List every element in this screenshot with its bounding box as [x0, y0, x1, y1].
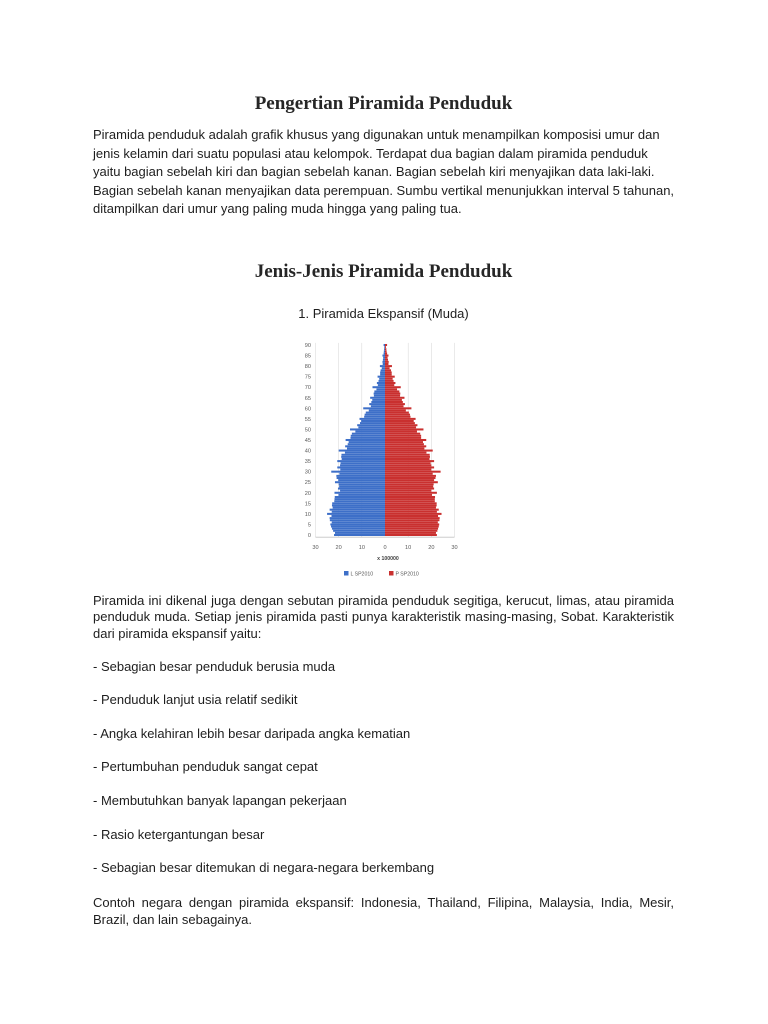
bar-l-sp2010-age-70 — [372, 386, 385, 388]
bar-p-sp2010-age-63 — [385, 401, 403, 403]
bar-p-sp2010-age-1 — [385, 532, 436, 534]
paragraph-line: penduduk muda. Setiap jenis piramida pasti punya karakteristik masing-masing, Sobat. Karakteristik — [93, 609, 674, 625]
paragraph-line: ditampilkan dari umur yang paling muda hingga yang paling tua. — [93, 201, 462, 216]
y-tick-label: 65 — [304, 395, 311, 402]
y-tick-label: 60 — [304, 406, 311, 413]
bar-l-sp2010-age-18 — [335, 496, 385, 498]
list-item: - Penduduk lanjut usia relatif sedikit — [93, 692, 298, 708]
y-tick-label: 10 — [304, 511, 311, 518]
bar-p-sp2010-age-13 — [385, 507, 436, 509]
bar-l-sp2010-age-21 — [340, 490, 385, 492]
bar-l-sp2010-age-19 — [338, 494, 385, 496]
bar-l-sp2010-age-84 — [383, 357, 385, 359]
bar-l-sp2010-age-23 — [339, 485, 385, 487]
bar-p-sp2010-age-14 — [385, 504, 437, 506]
bar-p-sp2010-age-28 — [385, 475, 436, 477]
bar-l-sp2010-age-69 — [376, 388, 385, 390]
y-tick-label: 20 — [304, 490, 311, 497]
bar-l-sp2010-age-25 — [335, 481, 385, 483]
bar-p-sp2010-age-73 — [385, 380, 394, 382]
bar-l-sp2010-age-10 — [327, 513, 385, 515]
y-tick-label: 0 — [307, 533, 311, 539]
bar-l-sp2010-age-76 — [380, 374, 385, 376]
y-tick-label: 5 — [307, 522, 311, 529]
paragraph-line: dari piramida ekspansif yaitu: — [93, 625, 262, 641]
bar-p-sp2010-age-7 — [385, 519, 439, 521]
y-tick-label: 35 — [304, 459, 311, 466]
bar-l-sp2010-age-43 — [348, 443, 385, 445]
bar-l-sp2010-age-27 — [337, 477, 385, 479]
description-paragraph — [93, 593, 674, 643]
bar-p-sp2010-age-31 — [385, 469, 431, 471]
bar-l-sp2010-age-67 — [374, 393, 385, 395]
bar-p-sp2010-age-17 — [385, 498, 435, 500]
bar-l-sp2010-age-11 — [332, 511, 385, 513]
bar-l-sp2010-age-56 — [364, 416, 385, 418]
x-tick-label: 30 — [312, 545, 319, 551]
bar-p-sp2010-age-45 — [385, 439, 426, 441]
bar-p-sp2010-age-80 — [385, 365, 392, 367]
bar-p-sp2010-age-19 — [385, 494, 432, 496]
list-item: - Sebagian besar penduduk berusia muda — [93, 658, 336, 674]
bar-p-sp2010-age-41 — [385, 447, 424, 449]
x-tick-label: 30 — [451, 545, 458, 551]
bar-p-sp2010-age-84 — [385, 357, 388, 359]
bar-l-sp2010-age-57 — [365, 414, 385, 416]
y-tick-label: 40 — [304, 448, 311, 455]
bar-p-sp2010-age-15 — [385, 502, 437, 504]
bar-p-sp2010-age-72 — [385, 382, 395, 384]
bar-p-sp2010-age-51 — [385, 426, 416, 428]
bar-p-sp2010-age-87 — [385, 350, 387, 352]
list-item: - Membutuhkan banyak lapangan pekerjaan — [93, 793, 347, 809]
bar-p-sp2010-age-6 — [385, 521, 438, 523]
y-tick-label: 45 — [304, 438, 311, 444]
bar-l-sp2010-age-48 — [352, 433, 385, 435]
bar-l-sp2010-age-77 — [380, 371, 385, 373]
bar-l-sp2010-age-41 — [347, 447, 385, 449]
bar-p-sp2010-age-75 — [385, 376, 395, 378]
bar-p-sp2010-age-88 — [385, 348, 386, 350]
chart-bars — [327, 344, 441, 536]
bar-l-sp2010-age-75 — [378, 376, 385, 378]
bar-l-sp2010-age-7 — [330, 519, 385, 521]
bar-l-sp2010-age-88 — [384, 348, 385, 350]
bar-p-sp2010-age-3 — [385, 528, 438, 530]
bar-p-sp2010-age-32 — [385, 466, 434, 468]
bar-p-sp2010-age-52 — [385, 424, 417, 426]
bar-l-sp2010-age-14 — [332, 504, 385, 506]
bar-p-sp2010-age-62 — [385, 403, 405, 405]
bar-l-sp2010-age-86 — [384, 352, 385, 354]
bar-p-sp2010-age-8 — [385, 517, 440, 519]
chart-legend — [344, 571, 419, 578]
x-tick-label: 20 — [428, 545, 435, 551]
bar-p-sp2010-age-74 — [385, 378, 393, 380]
bar-l-sp2010-age-81 — [383, 363, 385, 365]
x-axis-title: x 100000 — [377, 556, 399, 562]
bar-l-sp2010-age-12 — [330, 509, 385, 511]
bar-l-sp2010-age-44 — [349, 441, 385, 443]
bar-l-sp2010-age-53 — [360, 422, 385, 424]
bar-p-sp2010-age-9 — [385, 515, 438, 517]
bar-p-sp2010-age-54 — [385, 420, 414, 422]
bar-l-sp2010-age-4 — [331, 526, 385, 528]
bar-p-sp2010-age-53 — [385, 422, 415, 424]
bar-p-sp2010-age-66 — [385, 395, 400, 397]
bar-l-sp2010-age-79 — [382, 367, 385, 369]
bar-l-sp2010-age-16 — [334, 500, 385, 502]
bar-p-sp2010-age-76 — [385, 374, 392, 376]
bar-l-sp2010-age-8 — [330, 517, 385, 519]
y-tick-label: 70 — [304, 385, 311, 392]
bar-p-sp2010-age-57 — [385, 414, 410, 416]
bar-p-sp2010-age-26 — [385, 479, 434, 481]
y-tick-label: 90 — [304, 343, 311, 349]
examples-paragraph — [93, 894, 674, 928]
bar-p-sp2010-age-50 — [385, 428, 423, 430]
bar-l-sp2010-age-83 — [383, 359, 385, 361]
list-item: - Rasio ketergantungan besar — [93, 826, 265, 842]
paragraph-line: Piramida penduduk adalah grafik khusus yang digunakan untuk menampilkan komposisi umur dan — [93, 127, 660, 142]
bar-l-sp2010-age-36 — [342, 458, 385, 460]
bar-p-sp2010-age-59 — [385, 409, 406, 411]
bar-l-sp2010-age-31 — [340, 469, 385, 471]
list-item: - Pertumbuhan penduduk sangat cepat — [93, 759, 318, 775]
x-tick-label: 10 — [358, 545, 365, 551]
bar-p-sp2010-age-4 — [385, 526, 439, 528]
bar-l-sp2010-age-33 — [340, 464, 385, 466]
bar-p-sp2010-age-60 — [385, 407, 411, 409]
bar-l-sp2010-age-17 — [334, 498, 385, 500]
bar-l-sp2010-age-59 — [369, 409, 385, 411]
bar-l-sp2010-age-71 — [378, 384, 385, 386]
bar-l-sp2010-age-6 — [332, 521, 385, 523]
bar-p-sp2010-age-38 — [385, 454, 430, 456]
bar-p-sp2010-age-49 — [385, 431, 417, 433]
bar-p-sp2010-age-46 — [385, 437, 421, 439]
bar-p-sp2010-age-48 — [385, 433, 420, 435]
bar-p-sp2010-age-30 — [385, 471, 441, 473]
bar-p-sp2010-age-27 — [385, 477, 436, 479]
bar-l-sp2010-age-74 — [379, 378, 385, 380]
bar-l-sp2010-age-2 — [333, 530, 385, 532]
bar-l-sp2010-age-78 — [381, 369, 385, 371]
bar-p-sp2010-age-70 — [385, 386, 401, 388]
bar-p-sp2010-age-56 — [385, 416, 410, 418]
bar-p-sp2010-age-83 — [385, 359, 388, 361]
bar-p-sp2010-age-2 — [385, 530, 437, 532]
bar-l-sp2010-age-80 — [380, 365, 385, 367]
legend-swatch-l-sp2010 — [344, 571, 349, 576]
bar-p-sp2010-age-16 — [385, 500, 435, 502]
bar-l-sp2010-age-52 — [357, 424, 385, 426]
bar-p-sp2010-age-44 — [385, 441, 423, 443]
bar-p-sp2010-age-21 — [385, 490, 431, 492]
bar-l-sp2010-age-55 — [360, 418, 385, 420]
bar-p-sp2010-age-65 — [385, 397, 404, 399]
y-tick-label: 50 — [304, 427, 311, 434]
paragraph-line: Bagian sebelah kanan menyajikan data perempuan. Sumbu vertikal menunjukkan interval 5 tahunan, — [93, 182, 675, 198]
legend-swatch-p-sp2010 — [389, 571, 394, 576]
bar-p-sp2010-age-0 — [385, 534, 437, 536]
bar-l-sp2010-age-0 — [334, 534, 385, 536]
bar-p-sp2010-age-43 — [385, 443, 424, 445]
bar-l-sp2010-age-9 — [331, 515, 385, 517]
bar-p-sp2010-age-58 — [385, 412, 409, 414]
bar-l-sp2010-age-61 — [371, 405, 385, 407]
bar-l-sp2010-age-5 — [330, 523, 385, 525]
bar-l-sp2010-age-42 — [345, 445, 385, 447]
y-tick-label: 85 — [304, 353, 311, 360]
bar-l-sp2010-age-64 — [372, 399, 385, 401]
bar-p-sp2010-age-61 — [385, 405, 404, 407]
bar-p-sp2010-age-81 — [385, 363, 388, 365]
bar-l-sp2010-age-72 — [377, 382, 385, 384]
bar-l-sp2010-age-34 — [341, 462, 385, 464]
y-tick-label: 15 — [304, 501, 311, 508]
y-tick-label: 80 — [304, 364, 311, 371]
bar-p-sp2010-age-39 — [385, 452, 426, 454]
bar-l-sp2010-age-24 — [339, 483, 385, 485]
bar-l-sp2010-age-28 — [336, 475, 385, 477]
bar-l-sp2010-age-65 — [370, 397, 385, 399]
bar-l-sp2010-age-62 — [369, 403, 385, 405]
bar-p-sp2010-age-89 — [385, 346, 386, 348]
x-tick-label: 0 — [383, 545, 387, 551]
paragraph-line: Contoh negara dengan piramida ekspansif: Indonesia, Thailand, Filipina, Malaysia, India, Mesir, — [93, 894, 674, 910]
bar-p-sp2010-age-42 — [385, 445, 426, 447]
bar-l-sp2010-age-1 — [335, 532, 385, 534]
bar-l-sp2010-age-29 — [339, 473, 385, 475]
page-title: Pengertian Piramida Penduduk — [254, 93, 513, 114]
bar-p-sp2010-age-20 — [385, 492, 437, 494]
bar-p-sp2010-age-10 — [385, 513, 442, 515]
bar-l-sp2010-age-54 — [361, 420, 385, 422]
list-item: - Sebagian besar ditemukan di negara-negara berkembang — [93, 860, 435, 876]
intro-paragraph — [93, 126, 674, 219]
bar-l-sp2010-age-46 — [350, 437, 385, 439]
bar-p-sp2010-age-69 — [385, 388, 397, 390]
bar-l-sp2010-age-13 — [333, 507, 385, 509]
bar-l-sp2010-age-30 — [331, 471, 385, 473]
bar-p-sp2010-age-5 — [385, 523, 439, 525]
x-tick-label: 20 — [335, 545, 342, 551]
bar-l-sp2010-age-49 — [355, 431, 385, 433]
legend-label-p-sp2010: P SP2010 — [395, 571, 419, 578]
bar-p-sp2010-age-34 — [385, 462, 431, 464]
bar-p-sp2010-age-90 — [385, 344, 387, 346]
bar-l-sp2010-age-22 — [338, 488, 385, 490]
bar-l-sp2010-age-50 — [350, 428, 385, 430]
bar-p-sp2010-age-23 — [385, 485, 433, 487]
bar-p-sp2010-age-86 — [385, 352, 387, 354]
section-title: Jenis-Jenis Piramida Penduduk — [254, 261, 513, 282]
bar-l-sp2010-age-26 — [338, 479, 385, 481]
bar-p-sp2010-age-78 — [385, 369, 391, 371]
bar-l-sp2010-age-87 — [384, 350, 385, 352]
bar-p-sp2010-age-55 — [385, 418, 416, 420]
bar-p-sp2010-age-33 — [385, 464, 431, 466]
paragraph-line: yaitu bagian sebelah kiri dan bagian sebelah kanan. Bagian sebelah kiri menyajikan data laki-laki. — [93, 164, 655, 179]
bar-l-sp2010-age-63 — [371, 401, 385, 403]
bar-p-sp2010-age-68 — [385, 390, 399, 392]
bar-l-sp2010-age-40 — [339, 450, 385, 452]
bar-p-sp2010-age-35 — [385, 460, 434, 462]
x-tick-label: 10 — [405, 545, 412, 551]
population-pyramid-chart — [297, 338, 467, 584]
bar-p-sp2010-age-67 — [385, 393, 400, 395]
x-axis-labels — [312, 545, 457, 551]
characteristics-list — [93, 658, 674, 894]
paragraph-line: Piramida ini dikenal juga dengan sebutan piramida penduduk segitiga, kerucut, limas, atau piramida — [93, 592, 674, 608]
bar-p-sp2010-age-29 — [385, 473, 433, 475]
paragraph-line: Brazil, dan lain sebagainya. — [93, 911, 252, 927]
bar-p-sp2010-age-36 — [385, 458, 429, 460]
paragraph-line: jenis kelamin dari suatu populasi atau kelompok. Terdapat dua bagian dalam piramida penduduk — [93, 145, 648, 161]
bar-l-sp2010-age-38 — [341, 454, 385, 456]
bar-p-sp2010-age-47 — [385, 435, 421, 437]
bar-l-sp2010-age-85 — [382, 355, 385, 357]
list-item: - Angka kelahiran lebih besar daripada angka kematian — [93, 725, 411, 741]
bar-l-sp2010-age-51 — [358, 426, 385, 428]
bar-p-sp2010-age-11 — [385, 511, 437, 513]
y-tick-label: 75 — [304, 374, 311, 381]
bar-p-sp2010-age-24 — [385, 483, 434, 485]
bar-l-sp2010-age-82 — [382, 361, 385, 363]
bar-p-sp2010-age-82 — [385, 361, 389, 363]
bar-l-sp2010-age-32 — [337, 466, 385, 468]
y-tick-label: 30 — [304, 469, 311, 476]
bar-p-sp2010-age-64 — [385, 399, 402, 401]
bar-p-sp2010-age-22 — [385, 488, 434, 490]
chart-caption: 1. Piramida Ekspansif (Muda) — [298, 306, 469, 321]
bar-l-sp2010-age-35 — [337, 460, 385, 462]
bar-l-sp2010-age-66 — [374, 395, 385, 397]
bar-p-sp2010-age-25 — [385, 481, 438, 483]
bar-l-sp2010-age-89 — [384, 346, 385, 348]
bar-l-sp2010-age-39 — [345, 452, 385, 454]
bar-p-sp2010-age-71 — [385, 384, 394, 386]
legend-label-l-sp2010: L SP2010 — [350, 571, 374, 578]
bar-l-sp2010-age-58 — [366, 412, 385, 414]
bar-p-sp2010-age-12 — [385, 509, 439, 511]
y-axis-labels — [305, 343, 311, 539]
bar-l-sp2010-age-60 — [363, 407, 385, 409]
bar-l-sp2010-age-90 — [384, 344, 385, 346]
bar-p-sp2010-age-85 — [385, 355, 388, 357]
bar-l-sp2010-age-45 — [346, 439, 385, 441]
bar-l-sp2010-age-20 — [334, 492, 385, 494]
y-tick-label: 25 — [304, 480, 311, 487]
bar-p-sp2010-age-79 — [385, 367, 390, 369]
bar-l-sp2010-age-15 — [332, 502, 385, 504]
bar-l-sp2010-age-68 — [374, 390, 385, 392]
bar-l-sp2010-age-3 — [332, 528, 385, 530]
bar-p-sp2010-age-37 — [385, 456, 430, 458]
bar-p-sp2010-age-40 — [385, 450, 433, 452]
bar-l-sp2010-age-47 — [351, 435, 385, 437]
bar-l-sp2010-age-73 — [379, 380, 385, 382]
bar-l-sp2010-age-37 — [341, 456, 385, 458]
bar-p-sp2010-age-77 — [385, 371, 392, 373]
y-tick-label: 55 — [304, 416, 311, 423]
bar-p-sp2010-age-18 — [385, 496, 435, 498]
